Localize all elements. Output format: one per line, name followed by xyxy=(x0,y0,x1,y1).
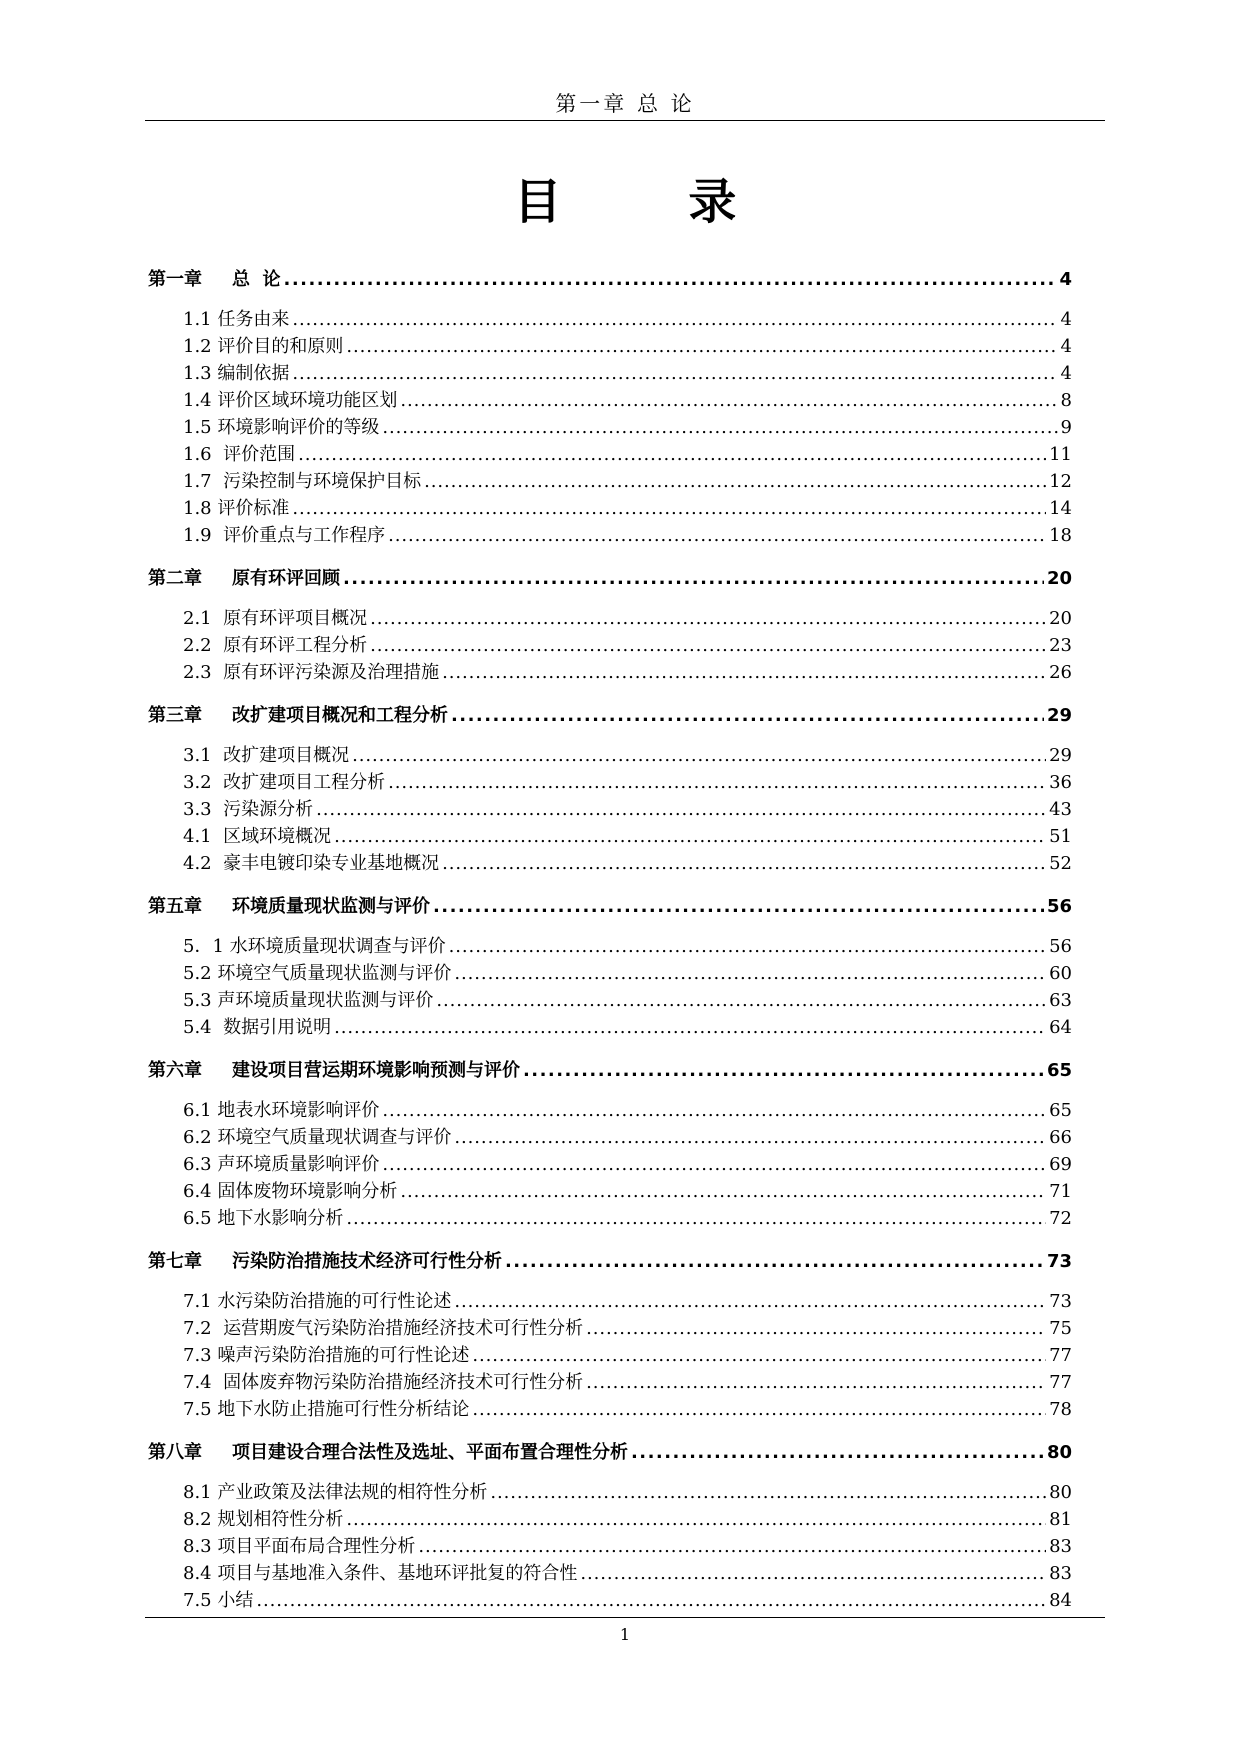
toc-chapter-number: 第七章 xyxy=(148,1251,202,1272)
dot-leader xyxy=(334,826,1046,847)
toc-chapter-number: 第三章 xyxy=(148,705,202,726)
toc-page-number: 78 xyxy=(1049,1399,1072,1420)
toc-entry-label: 8.3 项目平面布局合理性分析 xyxy=(183,1536,416,1557)
toc-section-entry[interactable] xyxy=(148,849,1072,876)
toc-group-gap xyxy=(148,1422,1072,1436)
dot-leader xyxy=(454,963,1046,984)
toc-section-entry[interactable] xyxy=(148,1013,1072,1040)
toc-section-entry[interactable] xyxy=(148,604,1072,631)
toc-entry-label xyxy=(148,701,448,727)
toc-section-entry[interactable] xyxy=(148,440,1072,467)
toc-page-number: 14 xyxy=(1049,498,1072,519)
toc-title-right: 录 xyxy=(688,174,737,230)
toc-entry-label: 1.6 评价范围 xyxy=(183,444,296,465)
toc-section-entry[interactable] xyxy=(148,359,1072,386)
toc-page-number: 52 xyxy=(1049,853,1072,874)
dot-leader xyxy=(382,1154,1046,1175)
toc-chapter-entry[interactable] xyxy=(148,1056,1072,1083)
toc-page-number: 65 xyxy=(1046,1060,1072,1081)
toc-page-number: 4 xyxy=(1059,269,1072,290)
toc-section-entry[interactable] xyxy=(148,1204,1072,1231)
toc-page-number: 4 xyxy=(1060,309,1072,330)
dot-leader xyxy=(256,1590,1046,1611)
toc-entry-label: 6.5 地下水影响分析 xyxy=(183,1208,344,1229)
running-header: 第一章 总 论 xyxy=(555,92,695,116)
toc-entry-label: 5.3 声环境质量现状监测与评价 xyxy=(183,990,434,1011)
toc-page-number: 64 xyxy=(1049,1017,1072,1038)
toc-entry-label: 5.4 数据引用说明 xyxy=(183,1017,332,1038)
toc-chapter-entry[interactable] xyxy=(148,265,1072,292)
dot-leader xyxy=(400,1181,1046,1202)
toc-page-number: 66 xyxy=(1049,1127,1072,1148)
dot-leader xyxy=(382,417,1057,438)
toc-entry-label: 8.2 规划相符性分析 xyxy=(183,1509,344,1530)
toc-entry-label: 1.3 编制依据 xyxy=(183,363,290,384)
toc-page-number: 60 xyxy=(1049,963,1072,984)
dot-leader xyxy=(352,745,1046,766)
toc-section-entry[interactable] xyxy=(148,1505,1072,1532)
toc-section-entry[interactable] xyxy=(148,932,1072,959)
toc-group-gap xyxy=(148,1231,1072,1245)
toc-chapter-number: 第一章 xyxy=(148,269,202,290)
dot-leader xyxy=(292,309,1057,330)
dot-leader xyxy=(505,1251,1044,1272)
toc-entry-label: 7.5 小结 xyxy=(183,1590,254,1611)
toc-entry-label: 6.3 声环境质量影响评价 xyxy=(183,1154,380,1175)
dot-leader xyxy=(586,1372,1046,1393)
table-of-contents xyxy=(148,263,1072,1613)
toc-entry-label: 1.8 评价标准 xyxy=(183,498,290,519)
dot-leader xyxy=(449,936,1046,957)
toc-section-entry[interactable] xyxy=(148,494,1072,521)
toc-entry-label: 8.4 项目与基地准入条件、基地环评批复的符合性 xyxy=(183,1563,578,1584)
toc-chapter-number: 第八章 xyxy=(148,1442,202,1463)
dot-leader xyxy=(472,1345,1046,1366)
toc-section-entry[interactable] xyxy=(148,1287,1072,1314)
dot-leader xyxy=(451,705,1044,726)
dot-leader xyxy=(586,1318,1046,1339)
toc-entry-label xyxy=(148,1247,502,1273)
toc-entry-label: 6.4 固体废物环境影响分析 xyxy=(183,1181,398,1202)
toc-page-number: 56 xyxy=(1046,896,1072,917)
toc-entry-label: 1.9 评价重点与工作程序 xyxy=(183,525,386,546)
toc-page-number: 84 xyxy=(1049,1590,1072,1611)
toc-page-number: 83 xyxy=(1049,1536,1072,1557)
toc-entry-label: 7.1 水污染防治措施的可行性论述 xyxy=(183,1291,452,1312)
toc-group-gap xyxy=(148,1040,1072,1054)
toc-page-number: 80 xyxy=(1049,1482,1072,1503)
toc-page-number: 81 xyxy=(1049,1509,1072,1530)
dot-leader xyxy=(370,608,1046,629)
dot-leader xyxy=(292,498,1046,519)
toc-entry-label: 5.2 环境空气质量现状监测与评价 xyxy=(183,963,452,984)
toc-section-entry[interactable] xyxy=(148,1341,1072,1368)
toc-page-number: 11 xyxy=(1049,444,1072,465)
dot-leader xyxy=(442,662,1046,683)
dot-leader xyxy=(343,568,1044,589)
toc-page-number: 12 xyxy=(1049,471,1072,492)
toc-section-entry[interactable] xyxy=(148,332,1072,359)
toc-section-entry[interactable] xyxy=(148,1532,1072,1559)
header-rule xyxy=(145,120,1105,121)
toc-chapter-title: 原有环评回顾 xyxy=(232,568,340,589)
toc-entry-label: 6.2 环境空气质量现状调查与评价 xyxy=(183,1127,452,1148)
dot-leader xyxy=(454,1291,1046,1312)
dot-leader xyxy=(436,990,1046,1011)
toc-entry-label: 1.5 环境影响评价的等级 xyxy=(183,417,380,438)
toc-group-gap xyxy=(148,548,1072,562)
toc-chapter-entry[interactable] xyxy=(148,564,1072,591)
dot-leader xyxy=(580,1563,1046,1584)
toc-section-entry[interactable] xyxy=(148,658,1072,685)
toc-page-number: 83 xyxy=(1049,1563,1072,1584)
toc-page-number: 65 xyxy=(1049,1100,1072,1121)
toc-page-number: 29 xyxy=(1049,745,1072,766)
toc-entry-label: 3.1 改扩建项目概况 xyxy=(183,745,350,766)
toc-section-entry[interactable] xyxy=(148,1150,1072,1177)
toc-entry-label: 4.2 豪丰电镀印染专业基地概况 xyxy=(183,853,440,874)
toc-section-entry[interactable] xyxy=(148,1123,1072,1150)
toc-page-number: 71 xyxy=(1049,1181,1072,1202)
toc-chapter-number: 第二章 xyxy=(148,568,202,589)
toc-page-number: 73 xyxy=(1046,1251,1072,1272)
toc-page-number: 18 xyxy=(1049,525,1072,546)
toc-chapter-title: 环境质量现状监测与评价 xyxy=(232,896,430,917)
toc-section-entry[interactable] xyxy=(148,741,1072,768)
toc-section-entry[interactable] xyxy=(148,1368,1072,1395)
toc-section-entry[interactable] xyxy=(148,1478,1072,1505)
toc-section-entry[interactable] xyxy=(148,795,1072,822)
dot-leader xyxy=(631,1442,1044,1463)
toc-title-left: 目 xyxy=(513,174,562,230)
toc-section-entry[interactable] xyxy=(148,521,1072,548)
toc-page-number: 20 xyxy=(1046,568,1072,589)
toc-section-entry[interactable] xyxy=(148,631,1072,658)
dot-leader xyxy=(346,1509,1046,1530)
toc-section-entry[interactable] xyxy=(148,1559,1072,1586)
toc-section-entry[interactable] xyxy=(148,386,1072,413)
toc-page-number: 56 xyxy=(1049,936,1072,957)
toc-section-entry[interactable] xyxy=(148,305,1072,332)
toc-section-entry[interactable] xyxy=(148,822,1072,849)
dot-leader xyxy=(490,1482,1046,1503)
toc-entry-label xyxy=(148,1438,628,1464)
toc-page-number: 4 xyxy=(1060,336,1072,357)
toc-page-number: 36 xyxy=(1049,772,1072,793)
toc-entry-label xyxy=(148,1056,520,1082)
dot-leader xyxy=(433,896,1044,917)
toc-chapter-title: 总 论 xyxy=(232,269,281,290)
dot-leader xyxy=(316,799,1046,820)
toc-entry-label: 1.7 污染控制与环境保护目标 xyxy=(183,471,422,492)
toc-title xyxy=(145,163,1105,232)
dot-leader xyxy=(370,635,1046,656)
toc-page-number: 69 xyxy=(1049,1154,1072,1175)
toc-page-number: 23 xyxy=(1049,635,1072,656)
toc-section-entry[interactable] xyxy=(148,768,1072,795)
toc-entry-label xyxy=(148,265,281,291)
toc-chapter-entry[interactable] xyxy=(148,701,1072,728)
toc-chapter-entry[interactable] xyxy=(148,1247,1072,1274)
toc-section-entry[interactable] xyxy=(148,1096,1072,1123)
toc-section-entry[interactable] xyxy=(148,467,1072,494)
toc-page-number: 9 xyxy=(1060,417,1072,438)
toc-entry-label: 8.1 产业政策及法律法规的相符性分析 xyxy=(183,1482,488,1503)
dot-leader xyxy=(334,1017,1046,1038)
page-number: 1 xyxy=(619,1625,631,1644)
toc-entry-label: 7.2 运营期废气污染防治措施经济技术可行性分析 xyxy=(183,1318,584,1339)
toc-entry-label xyxy=(148,564,340,590)
toc-section-entry[interactable] xyxy=(148,986,1072,1013)
dot-leader xyxy=(388,525,1046,546)
dot-leader xyxy=(472,1399,1046,1420)
toc-entry-label: 7.4 固体废弃物污染防治措施经济技术可行性分析 xyxy=(183,1372,584,1393)
toc-page-number: 75 xyxy=(1049,1318,1072,1339)
toc-page-number: 29 xyxy=(1046,705,1072,726)
toc-entry-label: 1.4 评价区域环境功能区划 xyxy=(183,390,398,411)
toc-page-number: 80 xyxy=(1046,1442,1072,1463)
footer-rule xyxy=(145,1617,1105,1618)
toc-page-number: 8 xyxy=(1060,390,1072,411)
dot-leader xyxy=(388,772,1046,793)
dot-leader xyxy=(284,269,1057,290)
toc-page-number: 4 xyxy=(1060,363,1072,384)
toc-page-number: 73 xyxy=(1049,1291,1072,1312)
toc-chapter-number: 第五章 xyxy=(148,896,202,917)
toc-entry-label: 7.5 地下水防止措施可行性分析结论 xyxy=(183,1399,470,1420)
dot-leader xyxy=(346,336,1057,357)
toc-entry-label: 2.1 原有环评项目概况 xyxy=(183,608,368,629)
toc-section-entry[interactable] xyxy=(148,1586,1072,1613)
toc-entry-label: 3.3 污染源分析 xyxy=(183,799,314,820)
toc-chapter-title: 污染防治措施技术经济可行性分析 xyxy=(232,1251,502,1272)
toc-group-gap xyxy=(148,685,1072,699)
toc-page-number: 26 xyxy=(1049,662,1072,683)
toc-entry-label: 6.1 地表水环境影响评价 xyxy=(183,1100,380,1121)
dot-leader xyxy=(292,363,1057,384)
toc-page-number: 43 xyxy=(1049,799,1072,820)
dot-leader xyxy=(523,1060,1044,1081)
toc-section-entry[interactable] xyxy=(148,1395,1072,1422)
toc-page-number: 72 xyxy=(1049,1208,1072,1229)
dot-leader xyxy=(298,444,1046,465)
toc-entry-label: 2.2 原有环评工程分析 xyxy=(183,635,368,656)
toc-chapter-title: 项目建设合理合法性及选址、平面布置合理性分析 xyxy=(232,1442,628,1463)
toc-page-number: 77 xyxy=(1049,1372,1072,1393)
dot-leader xyxy=(418,1536,1046,1557)
toc-entry-label: 1.2 评价目的和原则 xyxy=(183,336,344,357)
toc-chapter-title: 建设项目营运期环境影响预测与评价 xyxy=(232,1060,520,1081)
toc-group-gap xyxy=(148,876,1072,890)
dot-leader xyxy=(382,1100,1046,1121)
toc-page-number: 20 xyxy=(1049,608,1072,629)
toc-page-number: 51 xyxy=(1049,826,1072,847)
toc-page-number: 63 xyxy=(1049,990,1072,1011)
toc-entry-label: 5．1 水环境质量现状调查与评价 xyxy=(183,936,446,957)
toc-entry-label: 3.2 改扩建项目工程分析 xyxy=(183,772,386,793)
toc-section-entry[interactable] xyxy=(148,1177,1072,1204)
toc-page-number: 77 xyxy=(1049,1345,1072,1366)
toc-section-entry[interactable] xyxy=(148,413,1072,440)
toc-chapter-entry[interactable] xyxy=(148,1438,1072,1465)
toc-section-entry[interactable] xyxy=(148,1314,1072,1341)
toc-entry-label xyxy=(148,892,430,918)
dot-leader xyxy=(442,853,1046,874)
toc-section-entry[interactable] xyxy=(148,959,1072,986)
toc-entry-label: 1.1 任务由来 xyxy=(183,309,290,330)
dot-leader xyxy=(424,471,1046,492)
toc-chapter-entry[interactable] xyxy=(148,892,1072,919)
toc-chapter-title: 改扩建项目概况和工程分析 xyxy=(232,705,448,726)
dot-leader xyxy=(454,1127,1046,1148)
toc-entry-label: 7.3 噪声污染防治措施的可行性论述 xyxy=(183,1345,470,1366)
toc-entry-label: 2.3 原有环评污染源及治理措施 xyxy=(183,662,440,683)
toc-chapter-number: 第六章 xyxy=(148,1060,202,1081)
dot-leader xyxy=(400,390,1057,411)
dot-leader xyxy=(346,1208,1046,1229)
toc-entry-label: 4.1 区域环境概况 xyxy=(183,826,332,847)
